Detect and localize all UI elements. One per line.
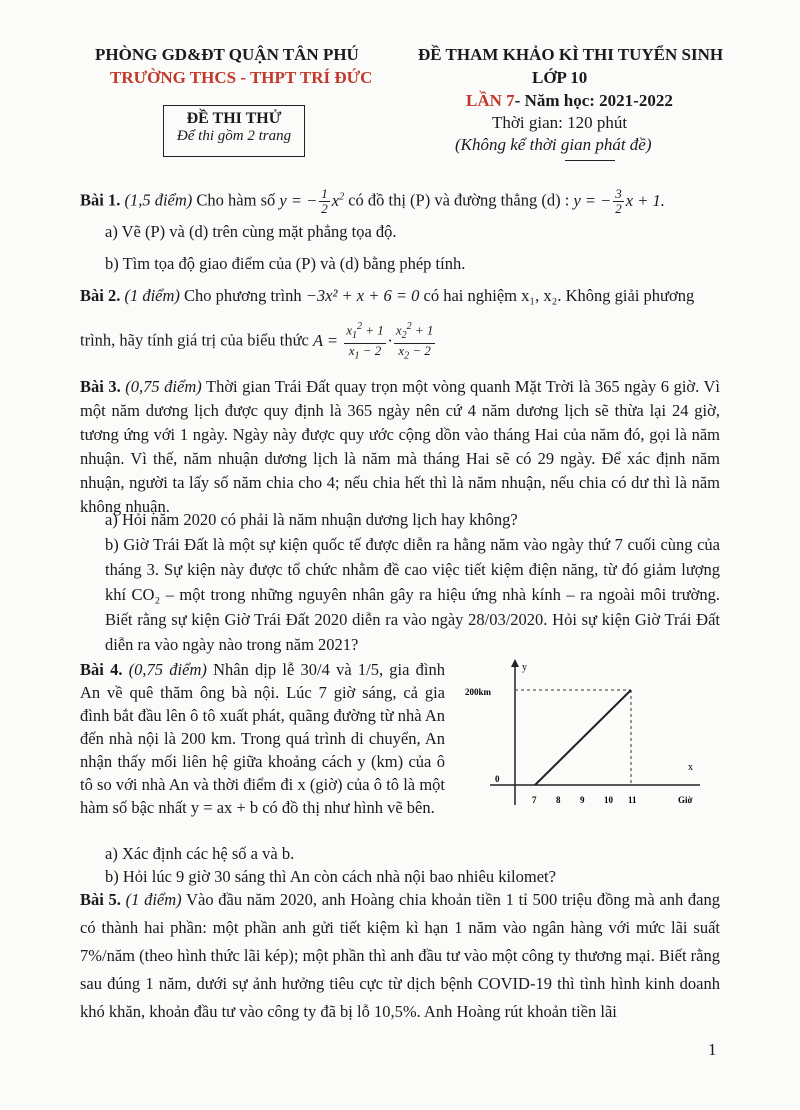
problem-2-label: Bài 2.	[80, 286, 121, 305]
round-label: LẦN 7	[466, 91, 515, 110]
x-unit-label: Giờ	[678, 795, 693, 805]
problem-2-text1: Cho phương trình	[184, 286, 302, 305]
x-tick-10: 10	[604, 795, 613, 805]
problem-1-points: (1,5 điểm)	[124, 190, 193, 210]
problem-3	[80, 375, 720, 519]
parabola-equation: y = − $\frac{1}{2}$ $x^2$	[279, 186, 345, 217]
x-tick-11: 11	[628, 795, 637, 805]
origin-label: 0	[495, 774, 500, 784]
quadratic-equation: −3x² + x + 6 = 0	[305, 286, 420, 305]
problem-2-text2: có hai nghiệm x₁, x₂. Không giải phương	[423, 286, 695, 305]
problem-2-text3: trình, hãy tính giá trị của biểu thức	[80, 330, 309, 350]
problem-3-b-label: b)	[105, 535, 119, 554]
problem-4-text-end: như hình vẽ bên.	[324, 798, 435, 817]
problem-4-label: Bài 4.	[80, 660, 123, 679]
problem-1-a: a) Vẽ (P) và (d) trên cùng mặt phẳng tọa độ.	[105, 222, 397, 241]
exam-box-subtitle: Để thi gồm 2 trang	[176, 128, 292, 144]
graph-line	[535, 690, 631, 785]
header-grade: LỚP 10	[532, 68, 588, 87]
problem-2-points: (1 điểm)	[124, 286, 180, 305]
header-note: (Không kể thời gian phát đề)	[455, 135, 652, 154]
header-department: PHÒNG GD&ĐT QUẬN TÂN PHÚ	[95, 45, 359, 64]
problem-5-text: Vào đầu năm 2020, anh Hoàng chia khoản tiền 1 tỉ 500 triệu đồng mà anh đang có thành hai phần: một phần anh gửi tiết kiệm kì hạn 1 năm vào ngân hàng với mức lãi suất 7%/năm (theo hình thức lãi kép); một phần thì anh đầu tư vào một công ty thương mại. Biết rằng sau đúng 1 năm, dưới sự ảnh hưởng tiêu cực từ dịch bệnh COVID-19 thì tình hình kinh doanh khó khăn, khoản đầu tư vào công ty đã bị lỗ 10,5%. Anh Hoàng rút khoản tiền lãi	[80, 890, 721, 1021]
problem-3-a: a) Hỏi năm 2020 có phải là năm nhuận dương lịch hay không?	[105, 510, 518, 529]
distance-time-graph	[460, 655, 710, 815]
problem-3-points: (0,75 điểm)	[125, 377, 202, 396]
x-tick-labels	[532, 795, 637, 805]
problem-5-points: (1 điểm)	[125, 890, 182, 909]
problem-1-label: Bài 1.	[80, 190, 121, 210]
problem-4	[80, 658, 445, 819]
problem-4-a: a) Xác định các hệ số a và b.	[105, 844, 295, 863]
problem-1	[80, 185, 720, 216]
problem-1-text-b: có đồ thị (P) và đường thẳng (d) :	[348, 190, 570, 210]
problem-4-text: Nhân dịp lễ 30/4 và 1/5, gia đình An về quê thăm ông bà nội. Lúc 7 giờ sáng, cả gia đình bắt đầu lên ô tô xuất phát, quãng đường từ nhà An đến nhà nội là 200 km. Trong quá trình di chuyển, An nhận thấy mối liên hệ giữa khoảng cách y (km) của ô tô so với nhà An và thời điểm đi x (giờ) của ô tô là một hàm số bậc nhất y = ax + b có đồ thị	[80, 660, 446, 817]
problem-3-b-text: Giờ Trái Đất là một sự kiện quốc tế được diễn ra hằng năm vào ngày thứ 7 cuối cùng của tháng 3. Sự kiện này được tổ chức nhằm đề cao việc tiết kiệm điện năng, từ đó giảm lượng khí CO₂ – một trong những nguyên nhân gây ra hiệu ứng nhà kính – ra ngoài môi trường. Biết rằng sự kiện Giờ Trái Đất 2020 diễn ra vào ngày 28/03/2020. Hỏi sự kiện Giờ Trái Đất diễn ra vào ngày nào trong năm 2021?	[105, 535, 721, 654]
problem-1-text-a: Cho hàm số	[196, 190, 276, 210]
expression-A: A = $\frac{x_1^2 + 1}{x_1 - 2}$ · $\frac{x_2^2 + 1}{x_2 - 2}$	[313, 321, 434, 362]
y-tick-200km: 200km	[465, 687, 492, 697]
header-exam-title: ĐỀ THAM KHẢO KÌ THI TUYỂN SINH	[418, 45, 724, 64]
problem-2-line2	[80, 320, 720, 364]
problem-2	[80, 284, 720, 308]
x-tick-9: 9	[580, 795, 585, 805]
problem-5-label: Bài 5.	[80, 890, 121, 909]
page-number: 1	[708, 1040, 717, 1059]
y-axis-label: y	[522, 662, 527, 673]
problem-4-points: (0,75 điểm)	[128, 660, 207, 679]
header-school: TRƯỜNG THCS - THPT TRÍ ĐỨC	[110, 68, 373, 87]
y-axis-arrow	[511, 659, 519, 667]
exam-box-title: ĐỀ THI THỬ	[186, 110, 282, 127]
problem-3-b	[105, 532, 720, 657]
header-duration: Thời gian: 120 phút	[492, 113, 628, 132]
x-axis-label: x	[688, 762, 693, 773]
header-underline	[565, 160, 615, 161]
line-equation: y = − $\frac{3}{2}$ x + 1.	[573, 186, 665, 217]
problem-3-text: Thời gian Trái Đất quay trọn một vòng quanh Mặt Trời là 365 ngày 6 giờ. Vì một năm dương lịch được quy định là 365 ngày nên cứ 4 năm dương lịch sẽ thừa lại 24 giờ, tương ứng với 1 ngày. Ngày này được quy ước cộng dồn vào tháng Hai của năm đó, gọi là năm nhuận. Vì thế, năm nhuận dương lịch là năm mà tháng Hai sẽ có 29 ngày. Để xác định năm nhuận, người ta lấy số năm chia cho 4; nếu chia hết thì là năm nhuận, nếu chia có dư thì là năm không nhuận.	[80, 377, 720, 516]
problem-4-b: b) Hỏi lúc 9 giờ 30 sáng thì An còn cách nhà nội bao nhiêu kilomet?	[105, 867, 556, 886]
problem-3-label: Bài 3.	[80, 377, 121, 396]
exam-box	[163, 105, 305, 157]
x-tick-7: 7	[532, 795, 537, 805]
x-tick-8: 8	[556, 795, 561, 805]
problem-1-b: b) Tìm tọa độ giao điểm của (P) và (d) bằng phép tính.	[105, 254, 466, 273]
header-round	[466, 91, 673, 111]
problem-5	[80, 886, 720, 1026]
school-year: - Năm học: 2021-2022	[514, 91, 673, 110]
